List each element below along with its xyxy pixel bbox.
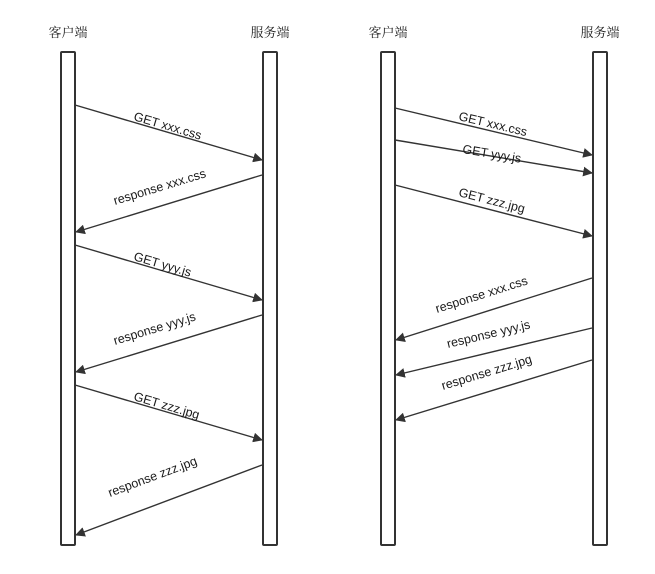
panel-sequential (48, 25, 289, 545)
message-label: response zzz.jpg (106, 453, 199, 500)
actor-label-client-right: 客户端 (368, 25, 408, 40)
actor-label-server-left: 服务端 (250, 25, 290, 40)
panel-pipelined (368, 25, 619, 545)
message-label: response zzz.jpg (439, 352, 534, 393)
lifeline-server-right (593, 52, 607, 545)
message-label: GET xxx.css (132, 109, 204, 143)
message-label: GET zzz.jpg (457, 185, 527, 216)
message-label: response yyy.js (111, 309, 198, 348)
actor-label-client-left: 客户端 (48, 25, 88, 40)
lifeline-client-left (61, 52, 75, 545)
lifeline-server-left (263, 52, 277, 545)
message-label: GET yyy.js (132, 249, 193, 280)
message-arrow (395, 185, 592, 236)
message-label: GET xxx.css (457, 109, 529, 140)
lifeline-client-right (381, 52, 395, 545)
message-label: response xxx.css (433, 273, 530, 316)
message-label: GET zzz.jpg (132, 389, 202, 423)
message-label: GET yyy.js (461, 142, 523, 166)
message-label: response yyy.js (445, 317, 532, 351)
message-label: response xxx.css (111, 166, 208, 208)
actor-label-server-right: 服务端 (580, 25, 620, 40)
